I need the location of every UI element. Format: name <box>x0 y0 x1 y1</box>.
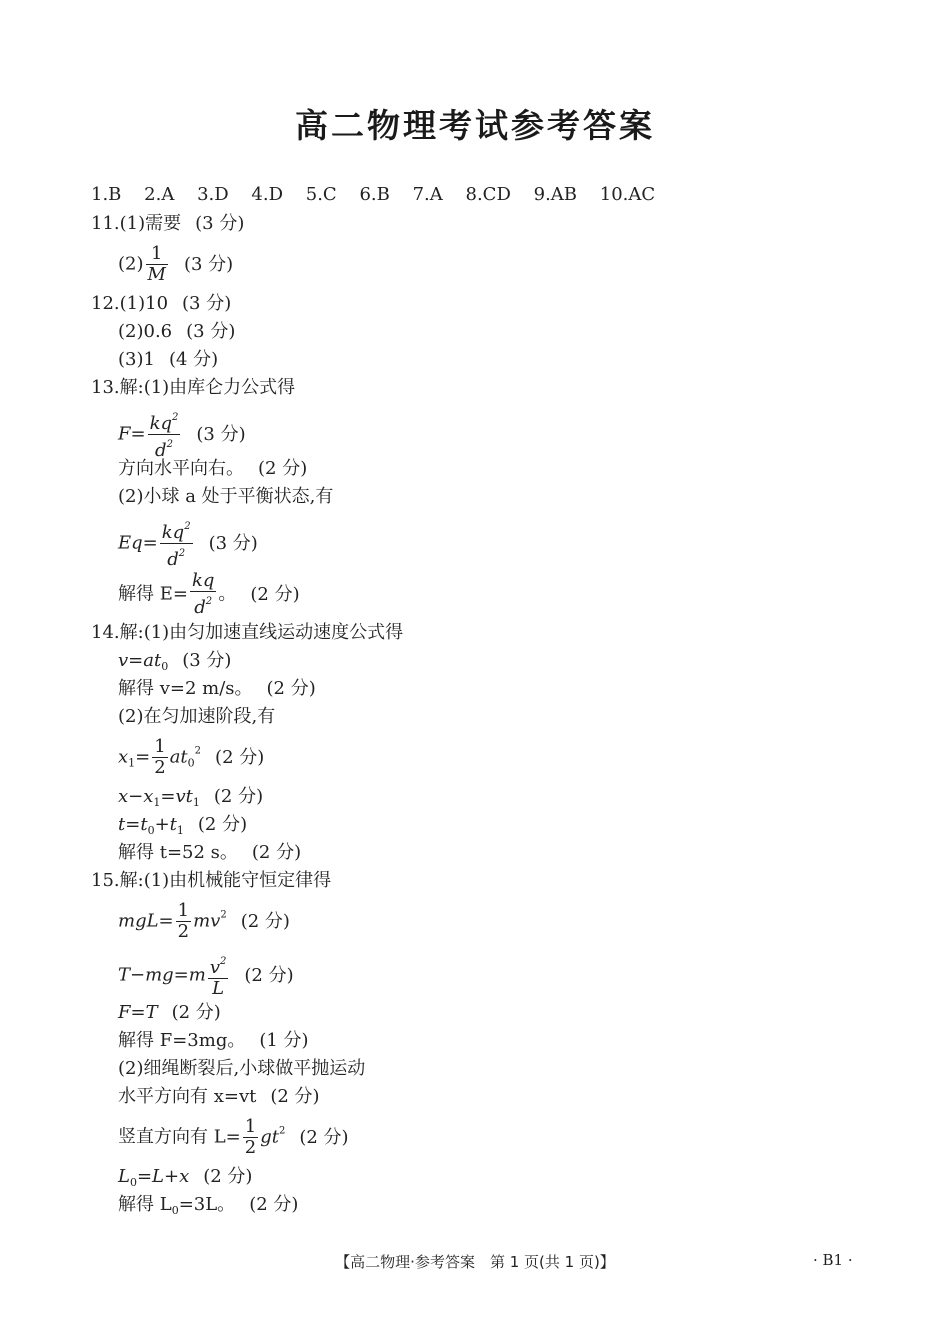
q15-horizontal: 水平方向有 x=vt (2 分) <box>118 1086 320 1107</box>
mc-answer: 10.AC <box>599 184 656 205</box>
score: (2 分) <box>240 910 290 932</box>
score: (3 分) <box>196 423 246 445</box>
q15-distance-result: 解得 $L_0=3L$。 (2 分) <box>118 1194 299 1217</box>
mc-answer: 5.C <box>305 184 337 205</box>
score: (2 分) <box>249 1194 299 1215</box>
q12-part3: (3)1 (4 分) <box>118 349 219 370</box>
fraction: $\frac{kq}{d^2}$ <box>191 570 215 618</box>
q14-velocity-formula: $v=at_0$ (3 分) <box>118 650 232 673</box>
multiple-choice-answers <box>91 182 672 208</box>
q14-uniform-motion: $x-x_1=vt_1$ (2 分) <box>118 786 264 809</box>
q14-heading: 14.解:(1)由匀加速直线运动速度公式得 <box>91 622 404 643</box>
score: (2 分) <box>215 746 265 768</box>
fraction: $\frac{1}{M}$ <box>147 243 166 285</box>
fraction: $\frac{kq^2}{d^2}$ <box>160 517 193 570</box>
score: (3 分) <box>182 293 232 314</box>
q13-part2-heading: (2)小球 a 处于平衡状态,有 <box>118 486 334 507</box>
q11-part1: 11.(1)需要 (3 分) <box>91 213 245 234</box>
score: (4 分) <box>168 349 219 370</box>
q15-force-result: 解得 F=3mg。 (1 分) <box>118 1030 309 1051</box>
score: (2 分) <box>258 458 308 479</box>
score: (2 分) <box>266 678 316 699</box>
fraction: $\frac{1}{2}$ <box>177 900 190 942</box>
score: (2 分) <box>251 842 302 863</box>
fraction: $\frac{1}{2}$ <box>244 1116 257 1158</box>
q13-coulomb-formula: F= $\frac{kq^2}{d^2}$ (3 分) <box>118 408 246 461</box>
mc-answer: 8.CD <box>465 184 511 205</box>
score: (2 分) <box>270 1086 320 1107</box>
mc-answer: 4.D <box>251 184 284 205</box>
q14-time-sum: $t=t_0+t_1$ (2 分) <box>118 814 248 837</box>
score: (3 分) <box>182 650 232 671</box>
score: (2 分) <box>203 1166 253 1187</box>
mc-answer: 1.B <box>91 184 122 205</box>
mc-answer: 7.A <box>412 184 443 205</box>
fraction: $\frac{kq^2}{d^2}$ <box>148 408 181 461</box>
q15-vertical: 竖直方向有 L= $\frac{1}{2}$ $gt^2$ (2 分) <box>118 1116 349 1158</box>
q13-balance-equation: Eq= $\frac{kq^2}{d^2}$ (3 分) <box>118 517 258 570</box>
score: (3 分) <box>195 213 245 234</box>
score: (2 分) <box>171 1002 221 1023</box>
page-code: · B1 · <box>813 1251 853 1269</box>
q15-distance-sum: $L_0=L+x$ (2 分) <box>118 1166 253 1189</box>
q15-tension-equation: T−mg=m $\frac{v^2}{L}$ (2 分) <box>118 952 294 999</box>
q11-part2: (2) $\frac{1}{M}$ (3 分) <box>118 243 234 285</box>
q14-velocity-result: 解得 v=2 m/s。 (2 分) <box>118 678 316 699</box>
q15-heading: 15.解:(1)由机械能守恒定律得 <box>91 870 332 891</box>
score: (2 分) <box>197 814 248 835</box>
score: (2 分) <box>299 1126 349 1148</box>
q12-part1: 12.(1)10 (3 分) <box>91 293 232 314</box>
q15-part2-heading: (2)细绳断裂后,小球做平抛运动 <box>118 1058 366 1079</box>
q12-part2: (2)0.6 (3 分) <box>118 321 236 342</box>
fraction: $\frac{v^2}{L}$ <box>208 952 229 999</box>
q14-time-result: 解得 t=52 s。 (2 分) <box>118 842 302 863</box>
q15-force-equality: F=T (2 分) <box>118 1002 221 1023</box>
page-footer: 【高二物理·参考答案 第 1 页(共 1 页)】 <box>335 1253 615 1271</box>
q13-direction: 方向水平向右。 (2 分) <box>118 458 308 479</box>
score: (2 分) <box>250 583 300 605</box>
score: (2 分) <box>244 964 294 986</box>
q15-energy-equation: mgL= $\frac{1}{2}$ $mv^2$ (2 分) <box>118 900 290 942</box>
fraction: $\frac{1}{2}$ <box>154 736 166 778</box>
score: (3 分) <box>183 253 234 275</box>
score: (3 分) <box>208 532 258 554</box>
q14-part2-heading: (2)在匀加速阶段,有 <box>118 706 276 727</box>
score: (3 分) <box>186 321 236 342</box>
score: (1 分) <box>259 1030 309 1051</box>
mc-answer: 6.B <box>359 184 390 205</box>
mc-answer: 9.AB <box>533 184 578 205</box>
q13-result: 解得 E= $\frac{kq}{d^2}$ 。 (2 分) <box>118 570 300 618</box>
mc-answer: 3.D <box>197 184 229 205</box>
page-title: 高二物理考试参考答案 <box>295 106 655 145</box>
mc-answer: 2.A <box>144 184 175 205</box>
score: (2 分) <box>213 786 264 807</box>
q13-heading: 13.解:(1)由库仑力公式得 <box>91 377 296 398</box>
q14-displacement-formula: $x_1=$ $\frac{1}{2}$ $at_0^2$ (2 分) <box>118 736 265 778</box>
